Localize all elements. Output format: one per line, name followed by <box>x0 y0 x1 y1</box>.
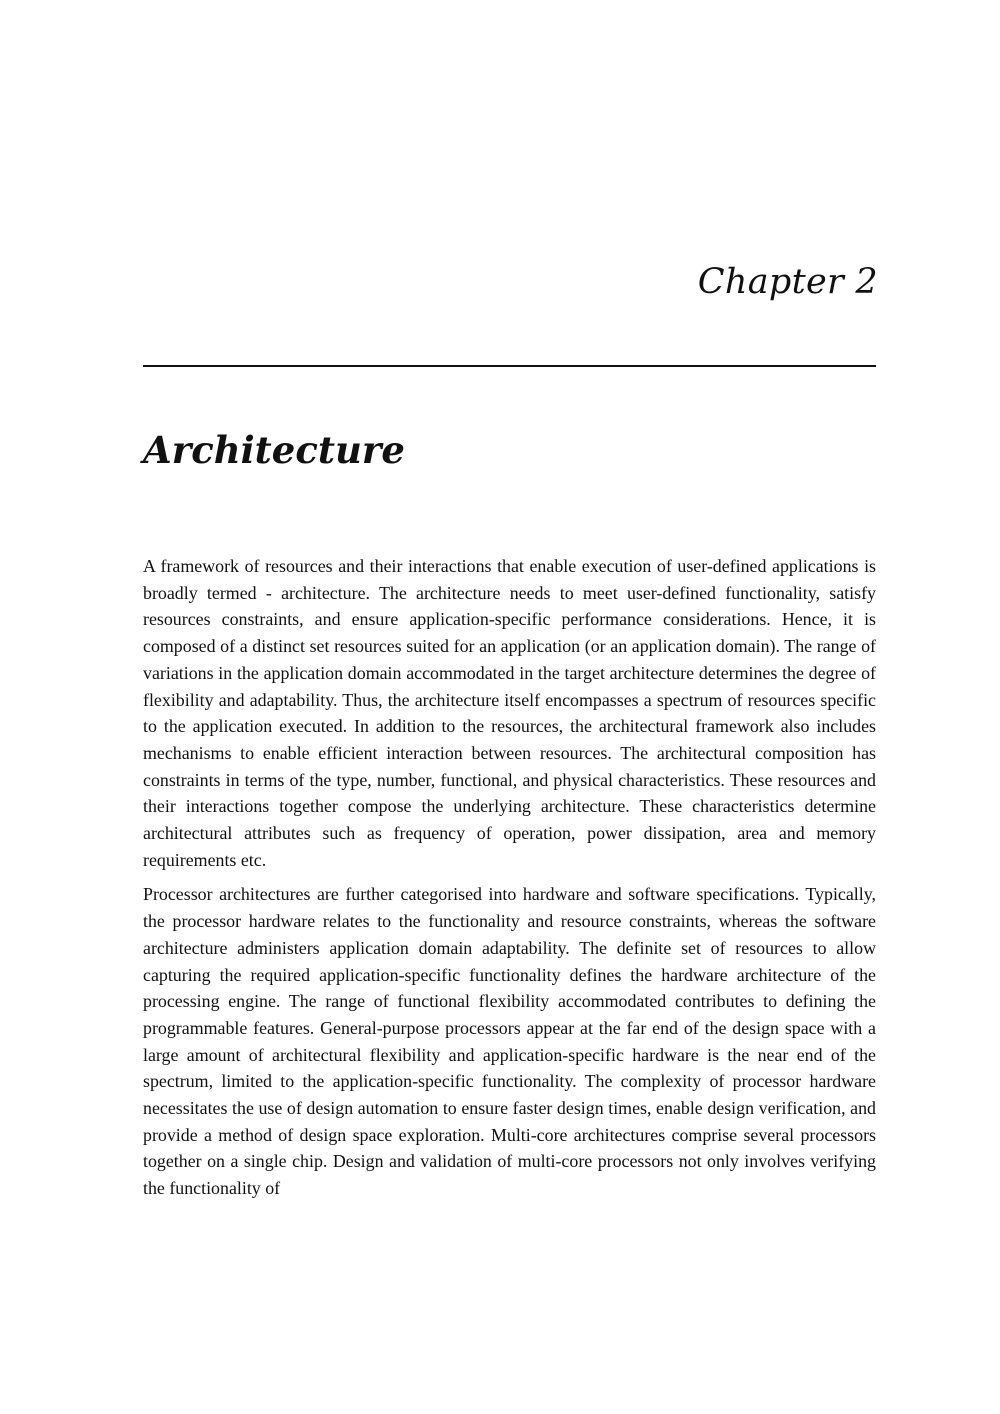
body-paragraph-2: Processor architectures are further categorised into hardware and software specifications. Typically, the processor hardware relates to the functionality and resource constraints, whereas the software architecture administers application domain adaptability. The definite set of resources to allow capturing the required application-specific functionality defines the hardware architecture of the processing engine. The range of functional flexibility accommodated contributes to defining the programmable features. General-purpose processors appear at the far end of the design space with a large amount of architectural flexibility and application-specific hardware is the near end of the spectrum, limited to the application-specific functionality. The complexity of processor hardware necessitates the use of design automation to ensure faster design times, enable design verification, and provide a method of design space exploration. Multi-core architectures comprise several processors together on a single chip. Design and validation of multi-core processors not only involves verifying the functionality of <box>143 884 876 1199</box>
body-text <box>143 553 876 1202</box>
chapter-number-label: Chapter 2 <box>697 262 878 302</box>
body-paragraph-1: A framework of resources and their interactions that enable execution of user-defined applications is broadly termed - architecture. The architecture needs to meet user-defined functionality, satisfy resources constraints, and ensure application-specific performance considerations. Hence, it is composed of a distinct set resources suited for an application (or an application domain). The range of variations in the application domain accommodated in the target architecture determines the degree of flexibility and adaptability. Thus, the architecture itself encompasses a spectrum of resources specific to the application executed. In addition to the resources, the architectural framework also includes mechanisms to enable efficient interaction between resources. The architectural composition has constraints in terms of the type, number, functional, and physical characteristics. These resources and their interactions together compose the underlying architecture. These characteristics determine architectural attributes such as frequency of operation, power dissipation, area and memory requirements etc. <box>143 556 876 870</box>
chapter-heading-rule <box>143 365 876 367</box>
chapter-title: Architecture <box>143 428 405 472</box>
